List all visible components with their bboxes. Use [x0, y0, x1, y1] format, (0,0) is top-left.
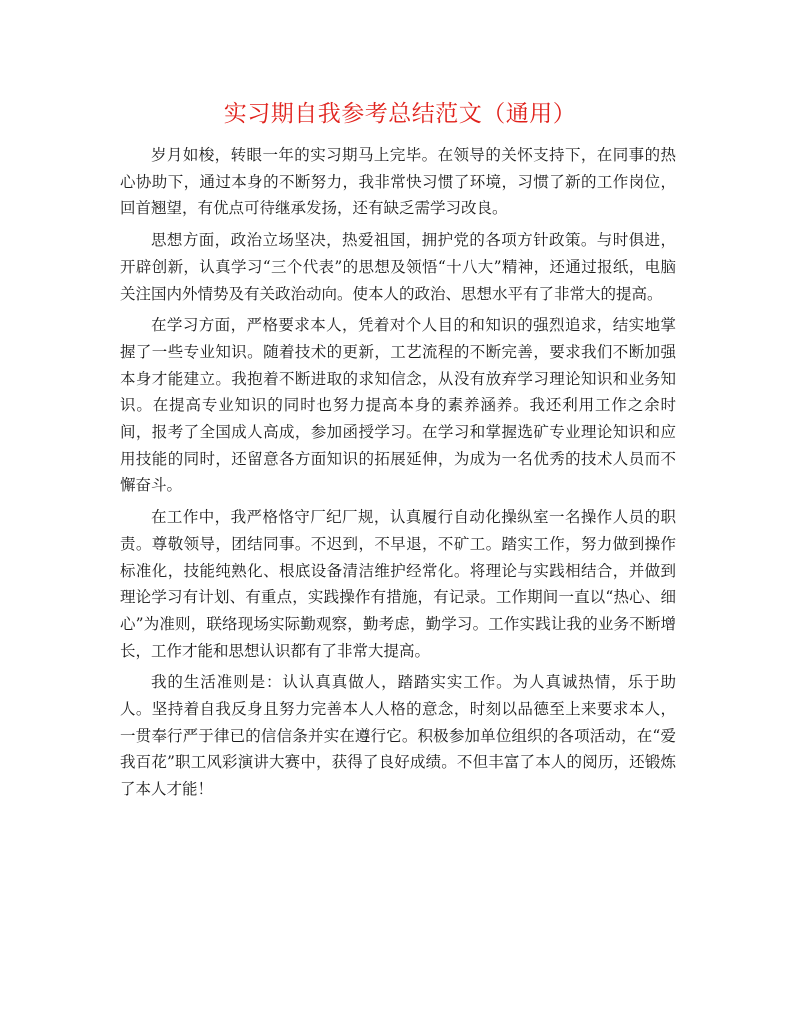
paragraph: 岁月如梭，转眼一年的实习期马上完毕。在领导的关怀支持下，在同事的热心协助下，通过本身的不断努力，我非常快习惯了环境，习惯了新的工作岗位，回首翘望，有优点可待继承发扬，还有缺乏需学习改良。: [120, 146, 676, 218]
paragraph: 在学习方面，严格要求本人，凭着对个人目的和知识的强烈追求，结实地掌握了一些专业知识。随着技术的更新，工艺流程的不断完善，要求我们不断加强本身才能建立。我抱着不断进取的求知信念，从没有放弃学习理论知识和业务知识。在提高专业知识的同时也努力提高本身的素养涵养。我还利用工作之余时间，报考了全国成人高成，参加函授学习。在学习和掌握选矿专业理论知识和应用技能的同时，还留意各方面知识的拓展延伸，为成为一名优秀的技术人员而不懈奋斗。: [120, 316, 676, 495]
document-body: [120, 142, 676, 808]
paragraph: 思想方面，政治立场坚决，热爱祖国，拥护党的各项方针政策。与时俱进，开辟创新，认真学习“三个代表”的思想及领悟“十八大”精神，还通过报纸，电脑关注国内外情势及有关政治动向。使本人的政治、思想水平有了非常大的提高。: [120, 231, 676, 303]
document-title: 实习期自我参考总结范文（通用）: [223, 101, 577, 127]
paragraph: 在工作中，我严格恪守厂纪厂规，认真履行自动化操纵室一名操作人员的职责。尊敬领导，团结同事。不迟到，不早退，不矿工。踏实工作，努力做到操作标准化，技能纯熟化、根底设备清洁维护经常化。将理论与实践相结合，并做到理论学习有计划、有重点，实践操作有措施，有记录。工作期间一直以“热心、细心”为准则，联络现场实际勤观察，勤考虑，勤学习。工作实践让我的业务不断增长，工作才能和思想认识都有了非常大提高。: [120, 508, 676, 660]
paragraph: 我的生活准则是：认认真真做人，踏踏实实工作。为人真诚热情，乐于助人。坚持着自我反身且努力完善本人人格的意念，时刻以品德至上来要求本人，一贯奉行严于律已的信信条并实在遵行它。积极参加单位组织的各项活动，在“爱我百花”职工风彩演讲大赛中，获得了良好成绩。不但丰富了本人的阅历，还锻炼了本人才能！: [120, 673, 676, 799]
